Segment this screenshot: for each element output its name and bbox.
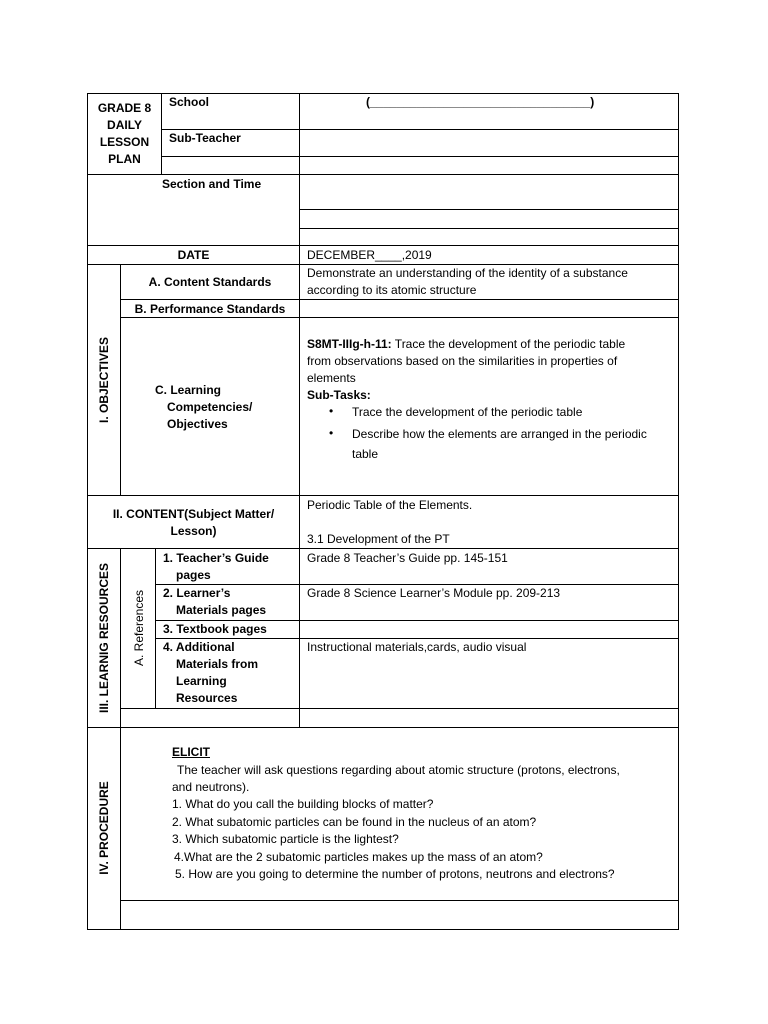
resource-label-3: 3. Textbook pages xyxy=(163,622,267,636)
resource-value-2: Grade 8 Science Learner’s Module pp. 209-213 xyxy=(307,586,561,600)
subtask-1: Trace the development of the periodic table xyxy=(352,405,583,419)
school-label: School xyxy=(169,95,210,109)
performance-standards-label: B. Performance Standards xyxy=(134,302,286,316)
subtask-2-line-2: table xyxy=(352,447,379,461)
resource-value-1: Grade 8 Teacher’s Guide pp. 145-151 xyxy=(307,551,508,565)
competency-line-2: from observations based on the similarities in properties of xyxy=(307,354,618,368)
subtasks-label: Sub-Tasks: xyxy=(307,388,371,402)
question-1: 1. What do you call the building blocks of matter? xyxy=(172,797,434,811)
resource-label-4: 4. Additional Materials from Learning Resources xyxy=(163,640,259,705)
content-standards-label: A. Content Standards xyxy=(148,275,272,289)
competency-line-3: elements xyxy=(307,371,356,385)
content-value-line-1: Periodic Table of the Elements. xyxy=(307,498,473,512)
objectives-section-label: I. OBJECTIVES xyxy=(97,336,111,424)
content-value-line-2: 3.1 Development of the PT xyxy=(307,532,450,546)
procedure-intro-line-1: The teacher will ask questions regarding about atomic structure (protons, electrons, xyxy=(177,763,620,777)
date-label: DATE xyxy=(177,248,210,262)
resource-label-1: 1. Teacher’s Guide pages xyxy=(163,551,269,582)
subtask-2-line-1: Describe how the elements are arranged in the periodic xyxy=(352,427,647,441)
bullet-icon: • xyxy=(329,404,334,418)
learning-competencies-label: C. Learning Competencies/ Objectives xyxy=(155,383,253,431)
sub-teacher-label: Sub-Teacher xyxy=(169,131,241,145)
resource-value-4: Instructional materials,cards, audio visual xyxy=(307,640,527,654)
question-4: 4.What are the 2 subatomic particles makes up the mass of an atom? xyxy=(174,850,543,864)
competency-line-1: S8MT-IIIg-h-11: Trace the development of the periodic table xyxy=(307,337,626,351)
resources-section-label: III. LEARNIG RESOURCES xyxy=(97,562,111,714)
content-label: II. CONTENT(Subject Matter/ Lesson) xyxy=(112,507,275,538)
procedure-heading: ELICIT xyxy=(172,745,210,759)
date-value: DECEMBER____,2019 xyxy=(307,248,432,262)
question-2: 2. What subatomic particles can be found in the nucleus of an atom? xyxy=(172,815,537,829)
references-label: A. References xyxy=(132,589,146,667)
procedure-section-label: IV. PROCEDURE xyxy=(97,781,111,875)
section-time-label: Section and Time xyxy=(162,177,262,191)
competency-code: S8MT-IIIg-h-11: xyxy=(307,337,392,351)
question-3: 3. Which subatomic particle is the lightest? xyxy=(172,832,399,846)
school-value: (_________________________________) xyxy=(366,95,595,109)
bullet-icon: • xyxy=(329,426,334,440)
resource-label-2: 2. Learner’s Materials pages xyxy=(163,586,267,617)
content-standards-value: Demonstrate an understanding of the identity of a substance according to its atomic structure xyxy=(307,266,628,297)
question-5: 5. How are you going to determine the number of protons, neutrons and electrons? xyxy=(175,867,615,881)
procedure-intro-line-2: and neutrons). xyxy=(172,780,250,794)
plan-title: GRADE 8 DAILY LESSON PLAN xyxy=(97,101,152,166)
